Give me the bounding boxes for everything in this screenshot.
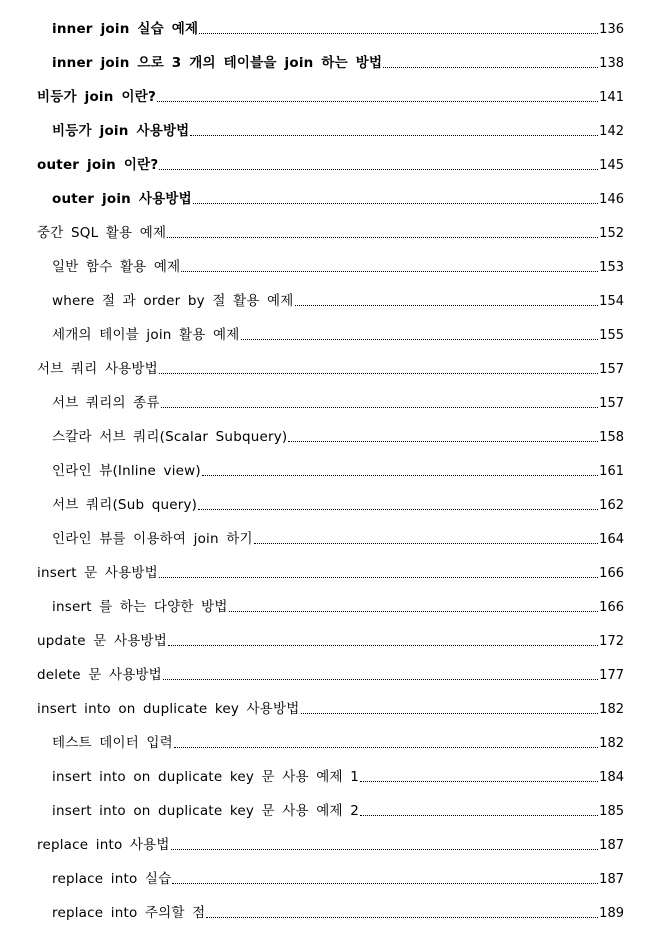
toc-entry[interactable] [0,458,624,480]
toc-entry-title: insert into on duplicate key 문 사용 예제 2 [52,803,360,819]
dot-leader [159,372,598,374]
toc-entry-page: 187 [599,872,624,887]
toc-entry-title: 서브 쿼리의 종류 [52,395,160,411]
toc-entry[interactable] [0,832,624,854]
toc-entry-title: replace into 주의할 점 [52,905,206,921]
dot-leader [161,406,599,408]
toc-entry[interactable] [0,356,624,378]
toc-entry-title: 인라인 뷰를 이용하여 join 하기 [52,531,253,547]
toc-entry-title: outer join 이란? [37,157,159,173]
dot-leader [159,168,598,170]
toc-entry[interactable] [0,492,624,514]
toc-entry-title: 인라인 뷰(Inline view) [52,463,201,479]
toc-entry-page: 182 [599,702,624,717]
dot-leader [190,134,598,136]
dot-leader [168,644,598,646]
toc-entry-title: 서브 쿼리 사용방법 [37,361,158,377]
toc-entry-page: 152 [599,226,624,241]
toc-entry[interactable] [0,186,624,208]
toc-entry-title: 테스트 데이터 입력 [52,735,173,751]
toc-entry-page: 189 [599,906,624,921]
toc-entry[interactable] [0,118,624,140]
dot-leader [360,814,598,816]
toc-entry-page: 166 [599,566,624,581]
dot-leader [241,338,599,340]
toc-entry-title: inner join 실습 예제 [52,21,199,37]
dot-leader [202,474,598,476]
toc-entry-page: 184 [599,770,624,785]
dot-leader [193,202,598,204]
toc-entry-page: 145 [599,158,624,173]
dot-leader [360,780,598,782]
toc-entry-title: 서브 쿼리(Sub query) [52,497,198,513]
dot-leader [199,32,598,34]
toc-entry-title: 비등가 join 사용방법 [52,123,190,139]
toc-entry-page: 154 [599,294,624,309]
toc-entry-title: replace into 실습 [52,871,172,887]
toc-entry-title: update 문 사용방법 [37,633,167,649]
toc-entry[interactable] [0,798,624,820]
toc-entry-page: 177 [599,668,624,683]
toc-entry-title: 일반 함수 활용 예제 [52,259,181,275]
toc-entry[interactable] [0,152,624,174]
dot-leader [288,440,598,442]
toc-entry[interactable] [0,662,624,684]
toc-entry-page: 157 [599,362,624,377]
dot-leader [157,100,598,102]
toc-entry-page: 155 [599,328,624,343]
toc-entry-title: inner join 으로 3 개의 테이블을 join 하는 방법 [52,55,383,71]
dot-leader [159,576,598,578]
toc-entry-page: 142 [599,124,624,139]
toc-entry[interactable] [0,900,624,922]
toc-entry-page: 166 [599,600,624,615]
toc-entry-page: 185 [599,804,624,819]
toc-entry[interactable] [0,866,624,888]
dot-leader [181,270,598,272]
toc-entry-title: replace into 사용법 [37,837,170,853]
toc-entry[interactable] [0,16,624,38]
toc-entry-page: 153 [599,260,624,275]
toc-entry-title: 세개의 테이블 join 활용 예제 [52,327,240,343]
dot-leader [229,610,599,612]
toc-entry[interactable] [0,696,624,718]
toc-entry[interactable] [0,628,624,650]
dot-leader [167,236,598,238]
toc-entry[interactable] [0,84,624,106]
toc-entry[interactable] [0,50,624,72]
toc-entry-page: 161 [599,464,624,479]
dot-leader [254,542,598,544]
dot-leader [383,66,598,68]
toc-entry-page: 182 [599,736,624,751]
toc-entry-page: 157 [599,396,624,411]
toc-entry-title: delete 문 사용방법 [37,667,162,683]
toc-entry-page: 187 [599,838,624,853]
toc-entry[interactable] [0,288,624,310]
toc-entry[interactable] [0,254,624,276]
toc-entry-page: 136 [599,22,624,37]
dot-leader [301,712,599,714]
dot-leader [198,508,598,510]
dot-leader [163,678,598,680]
toc-entry-title: 스칼라 서브 쿼리(Scalar Subquery) [52,429,288,445]
toc-entry-page: 164 [599,532,624,547]
toc-entry-title: where 절 과 order by 절 활용 예제 [52,293,294,309]
toc-entry-title: insert 문 사용방법 [37,565,158,581]
dot-leader [295,304,599,306]
toc-entry-page: 141 [599,90,624,105]
dot-leader [172,882,598,884]
toc-entry-page: 146 [599,192,624,207]
dot-leader [206,916,598,918]
toc-entry[interactable] [0,526,624,548]
toc-entry-title: insert into on duplicate key 사용방법 [37,701,300,717]
toc-entry[interactable] [0,594,624,616]
toc-entry-title: insert into on duplicate key 문 사용 예제 1 [52,769,360,785]
toc-entry[interactable] [0,424,624,446]
toc-entry-title: insert 를 하는 다양한 방법 [52,599,228,615]
toc-entry-page: 138 [599,56,624,71]
toc-entry[interactable] [0,322,624,344]
toc-entry[interactable] [0,390,624,412]
toc-entry-title: 중간 SQL 활용 예제 [37,225,167,241]
dot-leader [171,848,599,850]
toc-entry[interactable] [0,764,624,786]
toc-entry-title: 비등가 join 이란? [37,89,156,105]
dot-leader [174,746,598,748]
toc-entry-page: 172 [599,634,624,649]
toc-entry[interactable] [0,220,624,242]
toc-entry-page: 158 [599,430,624,445]
toc-entry[interactable] [0,560,624,582]
toc-entry-page: 162 [599,498,624,513]
toc-entry-title: outer join 사용방법 [52,191,192,207]
toc-entry[interactable] [0,730,624,752]
